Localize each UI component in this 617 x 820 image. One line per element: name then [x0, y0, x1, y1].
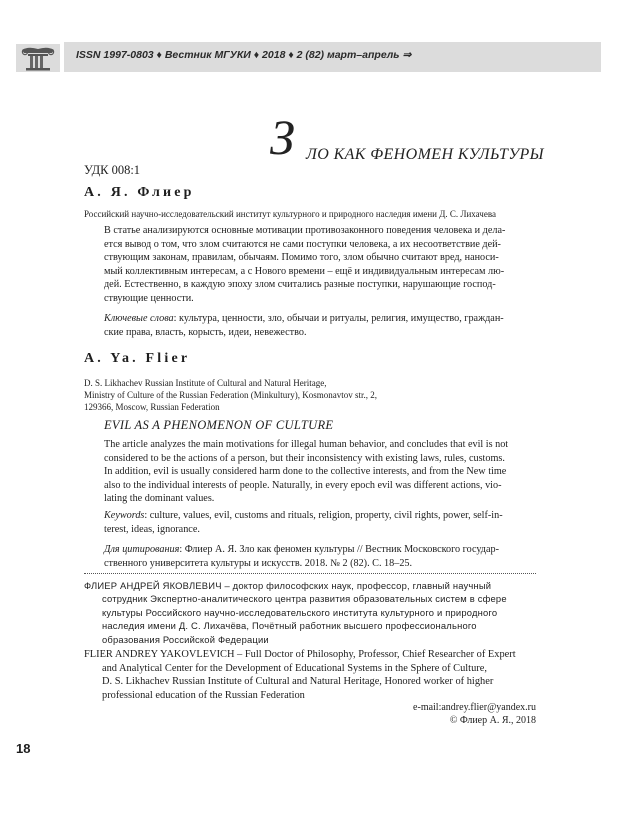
keywords-ru [104, 312, 536, 339]
citation [104, 543, 536, 570]
abstract-ru-line: ствующим законам, правилам, обычаям. Помимо того, злом обычно считают вред, наноси- [104, 252, 499, 264]
article-title-ru [230, 109, 560, 172]
author-name-ru: А. Я. Флиер [84, 185, 195, 200]
abstract-ru-line: ется вывод о том, что злом считаются не сами поступки человека, а их несоответствие дей- [104, 238, 501, 250]
abstract-en-line: considered to be the actions of a person, but their inconsistency with existing laws, rules, customs. [104, 452, 505, 464]
abstract-ru-line: ствующие ценности. [104, 292, 194, 304]
bio-en-line: D. S. Likhachev Russian Institute of Cultural and Natural Heritage, Honored worker of higher [102, 676, 494, 688]
keywords-en [104, 509, 536, 536]
author-email[interactable]: e-mail:andrey.flier@yandex.ru [413, 702, 536, 713]
abstract-ru-line: В статье анализируются основные мотивации противозаконного поведения человека и дела- [104, 225, 506, 236]
page-number: 18 [16, 741, 31, 756]
abstract-ru [104, 224, 536, 306]
affiliation-en [84, 377, 424, 413]
keywords-label: Keywords [104, 510, 145, 521]
abstract-en [104, 438, 536, 506]
bio-ru-line: ФЛИЕР АНДРЕЙ ЯКОВЛЕВИЧ – доктор философских наук, профессор, главный научный [84, 580, 492, 591]
copyright: © Флиер А. Я., 2018 [449, 715, 536, 726]
author-bio-ru [84, 579, 536, 646]
keywords-text: terest, ideas, ignorance. [104, 523, 200, 535]
bio-ru-line: наследия имени Д. С. Лихачёва, Почётный работник высшего профессионального [102, 620, 477, 632]
bio-en-line: and Analytical Center for the Development of Educational Systems in the Sphere of Culture, [102, 662, 487, 674]
abstract-en-line: The article analyzes the main motivations for illegal human behavior, and concludes that evil is not [104, 439, 509, 450]
affiliation-en-line: 129366, Moscow, Russian Federation [84, 402, 220, 412]
affiliation-ru: Российский научно-исследовательский институт культурного и природного наследия имени Д. С. Лихачева [84, 209, 496, 219]
article-title-en: EVIL AS A PHENOMENON OF CULTURE [104, 418, 334, 432]
bio-ru-line: образования Российской Федерации [102, 633, 269, 645]
keywords-text: ские права, власть, корысть, идеи, невежество. [104, 326, 307, 338]
abstract-en-line: lating the dominant values. [104, 493, 215, 505]
abstract-en-line: also to the individual interests of people. Naturally, in every epoch evil was different actions, vio- [104, 479, 502, 491]
citation-text: : Флиер А. Я. Зло как феномен культуры // Вестник Московского государ- [179, 544, 499, 555]
bio-ru-line: сотрудник Экспертно-аналитического центра развития образовательных систем в сфере [102, 593, 507, 605]
affiliation-en-line: D. S. Likhachev Russian Institute of Cultural and Natural Heritage, [84, 378, 327, 388]
author-name-en: A. Ya. Flier [84, 351, 191, 366]
citation-label: Для цитирования [104, 544, 180, 555]
udk-code: УДК 008:1 [84, 163, 141, 177]
citation-text: ственного университета культуры и искусств. 2018. № 2 (82). С. 18–25. [104, 557, 413, 569]
keywords-label: Ключевые слова [104, 313, 174, 324]
bio-en-line: professional education of the Russian Federation [102, 689, 305, 701]
abstract-en-line: In addition, evil is usually considered harm done to the collective interests, and from the New time [104, 466, 507, 478]
dotted-divider [84, 573, 536, 574]
title-drop-initial: З [270, 109, 295, 165]
keywords-text: : культура, ценности, зло, обычаи и ритуалы, религия, имущество, граждан- [173, 313, 504, 324]
abstract-ru-line: мый коллективным интересам, а с Нового времени – ещё и индивидуальным интересам лю- [104, 265, 505, 277]
column-logo-icon [16, 44, 60, 72]
title-text: ЛО КАК ФЕНОМЕН КУЛЬТУРЫ [306, 146, 545, 163]
bio-ru-line: культуры Российского научно-исследовательского института культурного и природного [102, 606, 498, 618]
abstract-ru-line: дей. Естественно, в каждую эпоху злом считались разные поступки, нарушающие господ- [104, 279, 496, 291]
journal-running-head: ISSN 1997-0803 ♦ Вестник МГУКИ ♦ 2018 ♦ 2 (82) март–апрель ⇒ [76, 49, 412, 61]
bio-en-line: FLIER ANDREY YAKOVLEVICH – Full Doctor of Philosophy, Professor, Chief Researcher of Expert [84, 649, 516, 660]
affiliation-en-line: Ministry of Culture of the Russian Federation (Minkultury), Kosmonavtov str., 2, [84, 390, 377, 400]
author-bio-en [84, 648, 536, 702]
keywords-text: : culture, values, evil, customs and rituals, religion, property, civil rights, power, self-in- [144, 510, 503, 521]
running-header [16, 42, 601, 72]
